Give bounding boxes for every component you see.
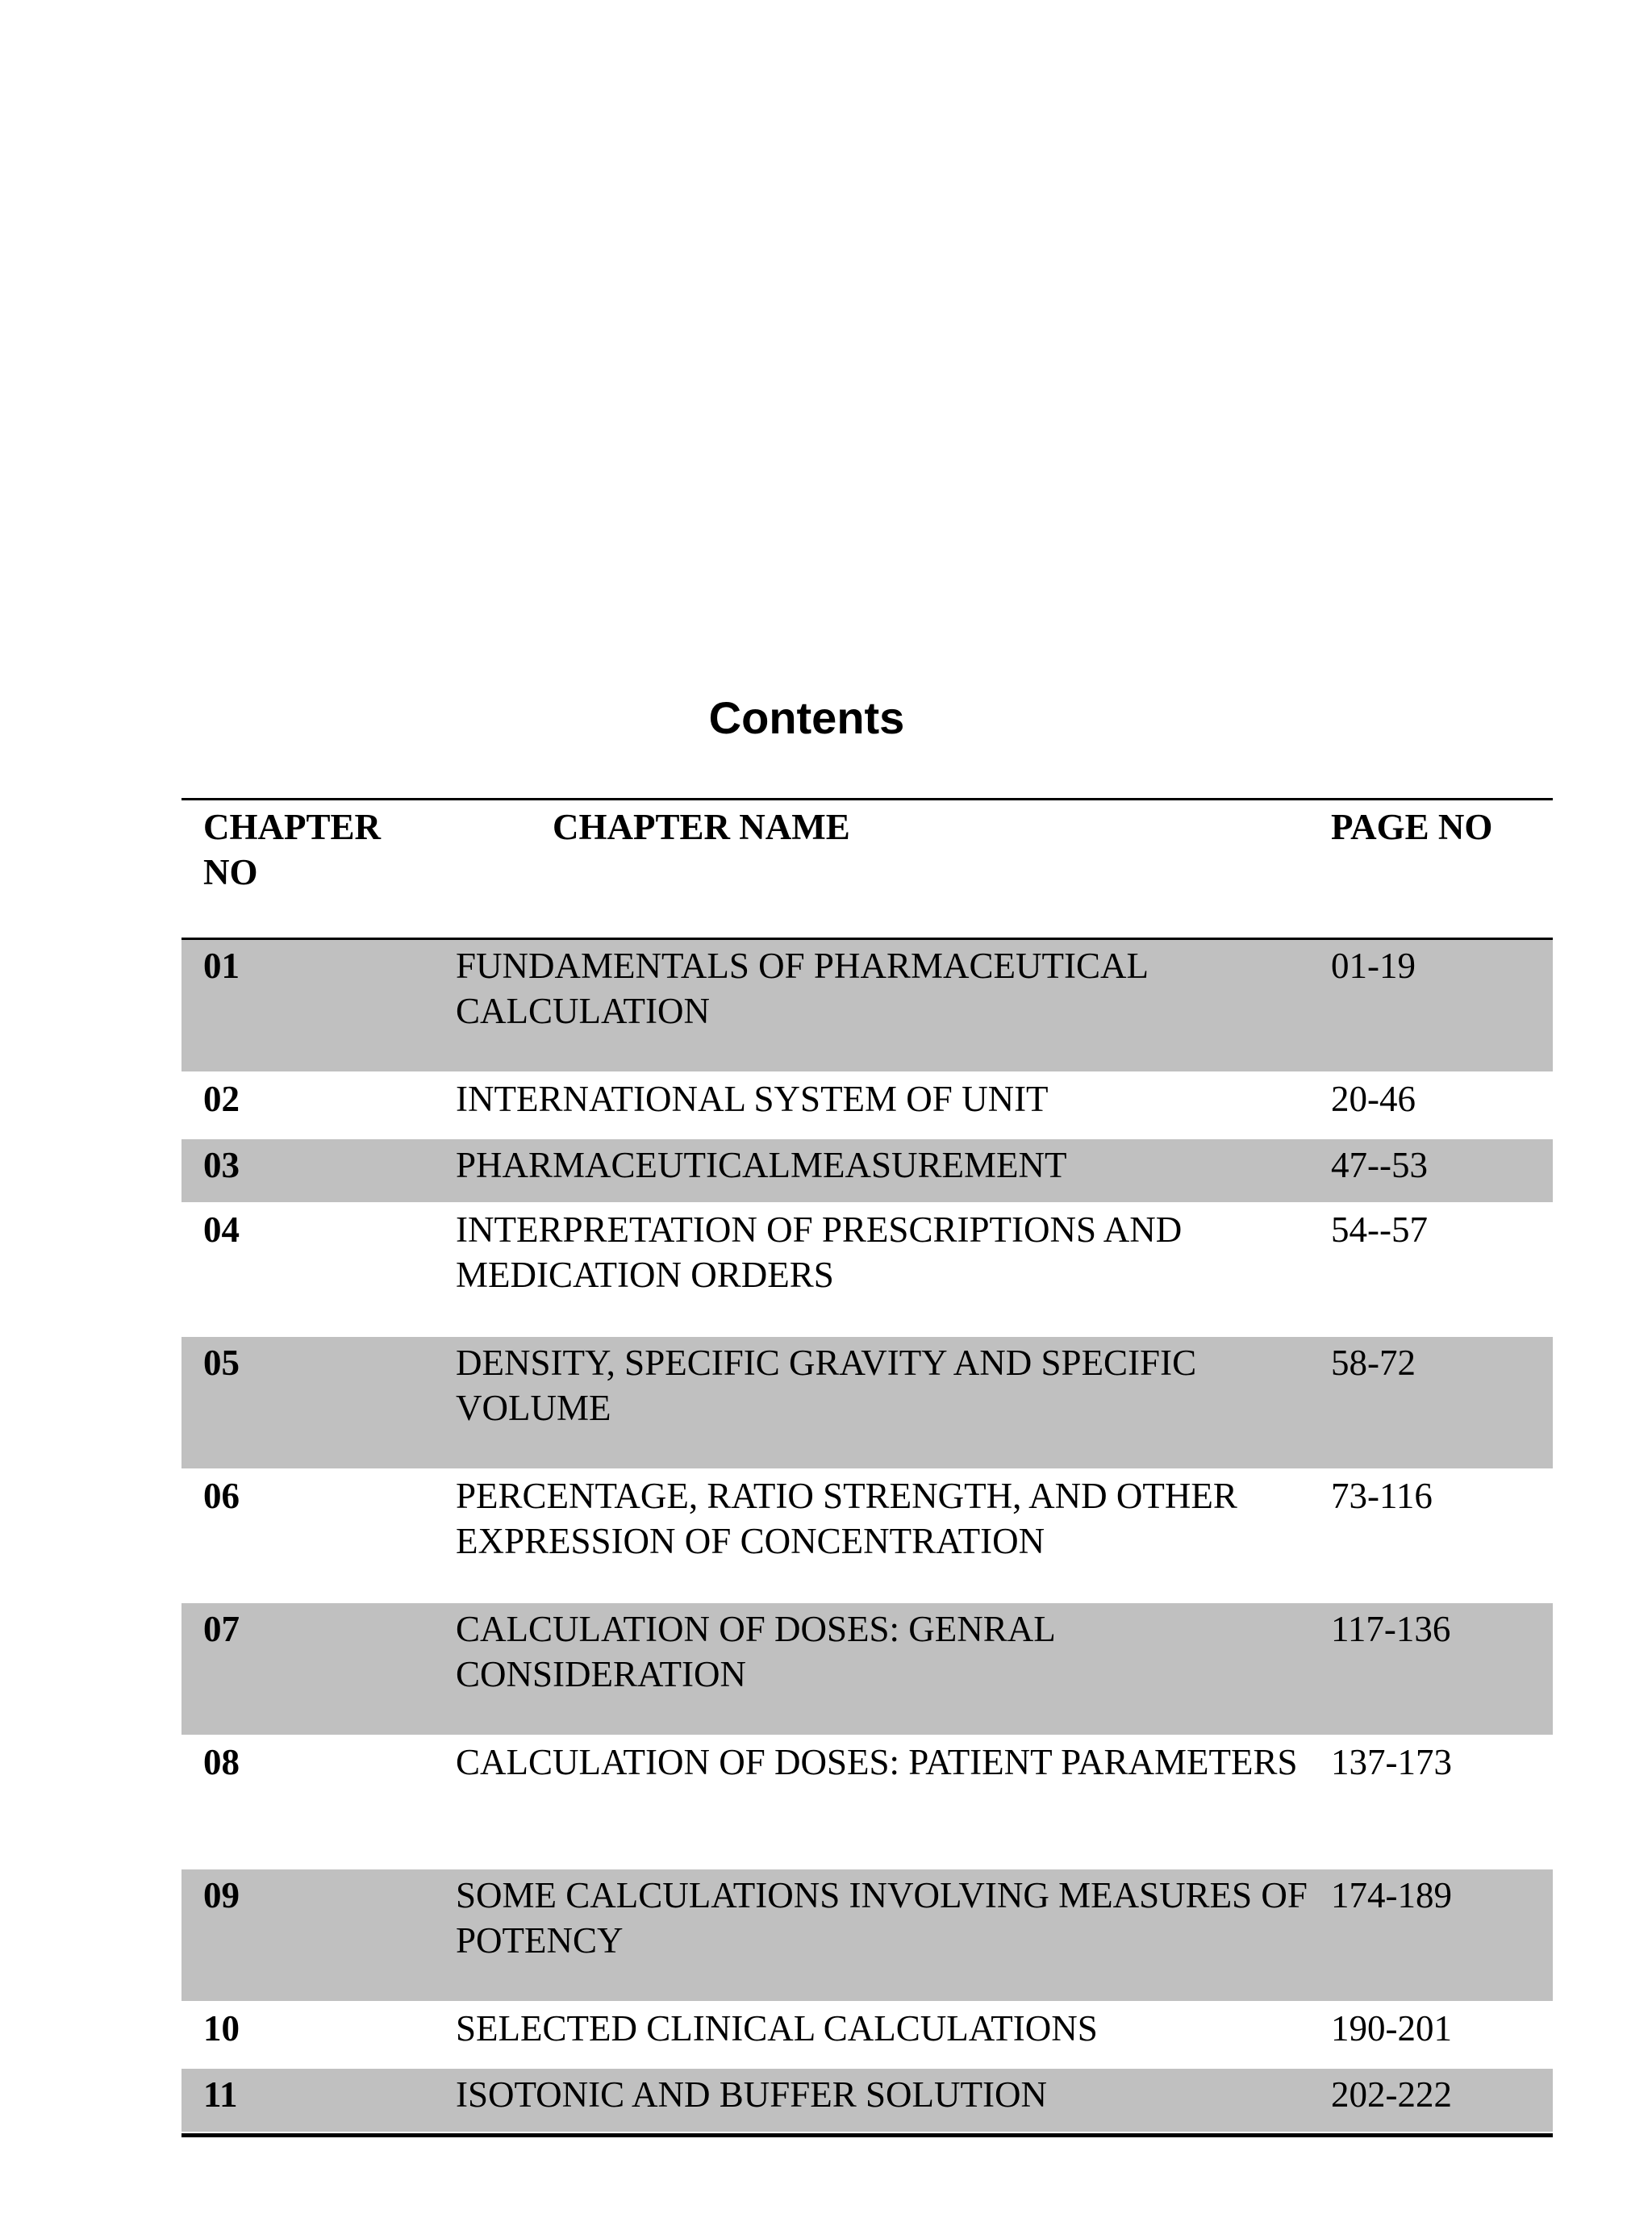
chapter-name: FUNDAMENTALS OF PHARMACEUTICAL CALCULATION <box>456 946 1148 1031</box>
page-range: 174-189 <box>1331 1875 1452 1915</box>
table-row <box>181 1603 1553 1736</box>
chapter-number: 04 <box>203 1209 240 1250</box>
page-range: 190-201 <box>1331 2008 1452 2049</box>
header-chapter-no: CHAPTER NO <box>203 807 382 892</box>
chapter-number: 01 <box>203 946 240 986</box>
table-header <box>181 800 1553 940</box>
chapter-number: 11 <box>203 2074 238 2115</box>
chapter-name: PERCENTAGE, RATIO STRENGTH, AND OTHER EXPRESSION OF CONCENTRATION <box>456 1476 1237 1561</box>
table-row <box>181 1204 1553 1337</box>
table-row <box>181 1470 1553 1603</box>
page-range: 137-173 <box>1331 1742 1452 1782</box>
chapter-number: 02 <box>203 1079 240 1119</box>
header-page-no: PAGE NO <box>1331 807 1493 847</box>
chapter-number: 06 <box>203 1476 240 1516</box>
chapter-number: 05 <box>203 1343 240 1383</box>
chapter-name: INTERNATIONAL SYSTEM OF UNIT <box>456 1079 1049 1119</box>
chapter-name: PHARMACEUTICALMEASUREMENT <box>456 1145 1067 1185</box>
table-row <box>181 1073 1553 1139</box>
page-range: 20-46 <box>1331 1079 1416 1119</box>
chapter-number: 07 <box>203 1609 240 1649</box>
chapter-number: 09 <box>203 1875 240 1915</box>
page-range: 58-72 <box>1331 1343 1416 1383</box>
page-title: Contents <box>708 692 905 743</box>
chapter-name: SOME CALCULATIONS INVOLVING MEASURES OF POTENCY <box>456 1875 1308 1961</box>
chapter-number: 08 <box>203 1742 240 1782</box>
chapter-name: DENSITY, SPECIFIC GRAVITY AND SPECIFIC VOLUME <box>456 1343 1197 1428</box>
page-range: 117-136 <box>1331 1609 1451 1649</box>
page-range: 47--53 <box>1331 1145 1428 1185</box>
chapter-name: INTERPRETATION OF PRESCRIPTIONS AND MEDICATION ORDERS <box>456 1209 1183 1295</box>
table-row <box>181 1337 1553 1470</box>
chapter-number: 03 <box>203 1145 240 1185</box>
table-row <box>181 1139 1553 1204</box>
chapter-name: CALCULATION OF DOSES: GENRAL CONSIDERATION <box>456 1609 1055 1694</box>
page-range: 54--57 <box>1331 1209 1428 1250</box>
contents-table <box>181 798 1553 2137</box>
page-range: 202-222 <box>1331 2074 1452 2115</box>
table-row <box>181 940 1553 1073</box>
page-range: 01-19 <box>1331 946 1416 986</box>
table-row <box>181 1736 1553 1869</box>
chapter-number: 10 <box>203 2008 240 2049</box>
page-range: 73-116 <box>1331 1476 1433 1516</box>
table-row <box>181 2069 1553 2133</box>
chapter-name: ISOTONIC AND BUFFER SOLUTION <box>456 2074 1047 2115</box>
chapter-name: CALCULATION OF DOSES: PATIENT PARAMETERS <box>456 1742 1298 1782</box>
chapter-name: SELECTED CLINICAL CALCULATIONS <box>456 2008 1098 2049</box>
table-row <box>181 1869 1553 2003</box>
table-row <box>181 2003 1553 2069</box>
header-chapter-name: CHAPTER NAME <box>553 807 850 847</box>
